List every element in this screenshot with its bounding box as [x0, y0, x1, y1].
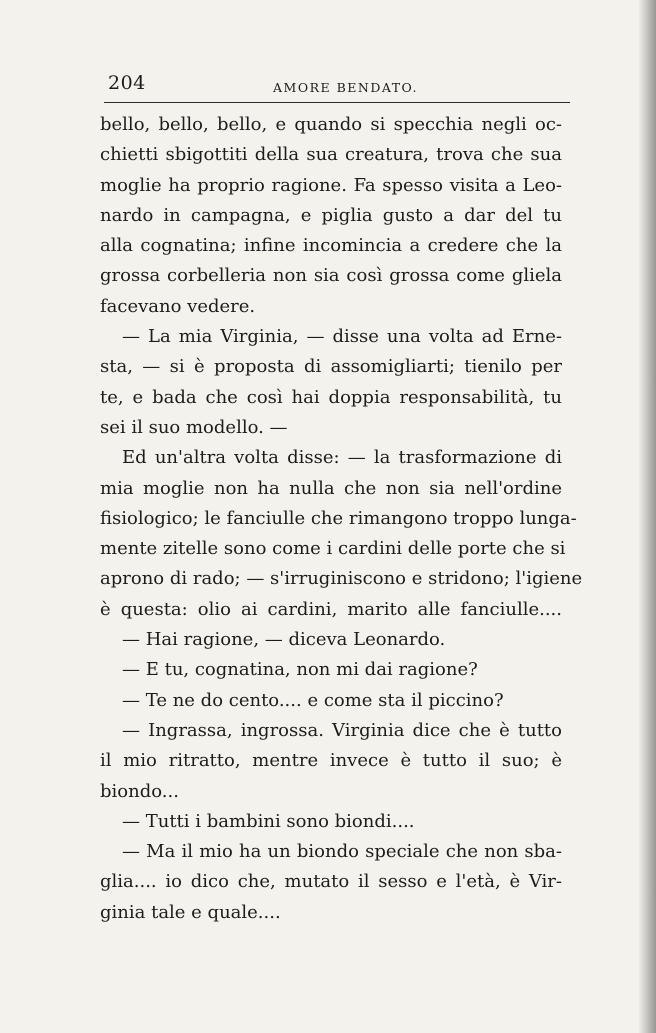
- text-line: grossa corbelleria non sia così grossa come gliela: [100, 265, 562, 287]
- text-line: alla cognatina; infine incomincia a credere che la: [100, 235, 562, 257]
- text-line: — Hai ragione, — diceva Leonardo.: [122, 629, 446, 651]
- text-line: — Ingrassa, ingrossa. Virginia dice che è tutto: [122, 719, 562, 741]
- text-line: mente zitelle sono come i cardini delle porte che si: [100, 538, 566, 560]
- text-line: bello, bello, bello, e quando si specchia negli oc-: [100, 114, 562, 135]
- header-rule: [104, 102, 570, 103]
- text-line: — Ma il mio ha un biondo speciale che non sba-: [122, 841, 562, 863]
- text-line: — E tu, cognatina, non mi dai ragione?: [122, 659, 478, 681]
- text-line: biondo...: [100, 780, 179, 802]
- text-line: mia moglie non ha nulla che non sia nell'ordine: [100, 477, 562, 499]
- text-line: è questa: olio ai cardini, marito alle fanciulle....: [100, 598, 562, 620]
- text-line: fisiologico; le fanciulle che rimangono troppo lunga-: [100, 507, 577, 529]
- text-line: — Tutti i bambini sono biondi....: [122, 810, 415, 832]
- page-edge-shadow: [638, 0, 656, 1033]
- text-line: te, e bada che così hai doppia responsabilità, tu: [100, 386, 562, 408]
- body-text: [100, 110, 583, 928]
- text-line: sei il suo modello. —: [100, 416, 288, 438]
- running-title: AMORE BENDATO.: [273, 80, 419, 95]
- text-line: — Te ne do cento.... e come sta il piccino?: [122, 689, 504, 711]
- text-line: nardo in campagna, e piglia gusto a dar del tu: [100, 204, 562, 226]
- text-line: aprono di rado; — s'irruginiscono e stridono; l'igiene: [100, 568, 583, 590]
- text-line: sta, — si è proposta di assomigliarti; tienilo per: [100, 356, 562, 378]
- text-line: ginia tale e quale....: [100, 901, 281, 923]
- text-line: moglie ha proprio ragione. Fa spesso visita a Leo-: [100, 174, 562, 196]
- text-line: chietti sbigottiti della sua creatura, trova che sua: [100, 144, 562, 166]
- text-line: — La mia Virginia, — disse una volta ad Erne-: [122, 326, 562, 348]
- text-line: glia.... io dico che, mutato il sesso e l'età, è Vir-: [100, 871, 562, 893]
- text-line: il mio ritratto, mentre invece è tutto il suo; è: [100, 750, 562, 772]
- page-number: 204: [108, 72, 146, 94]
- text-line: Ed un'altra volta disse: — la trasformazione di: [122, 447, 562, 469]
- page-header: [108, 72, 568, 100]
- text-line: facevano vedere.: [100, 295, 256, 317]
